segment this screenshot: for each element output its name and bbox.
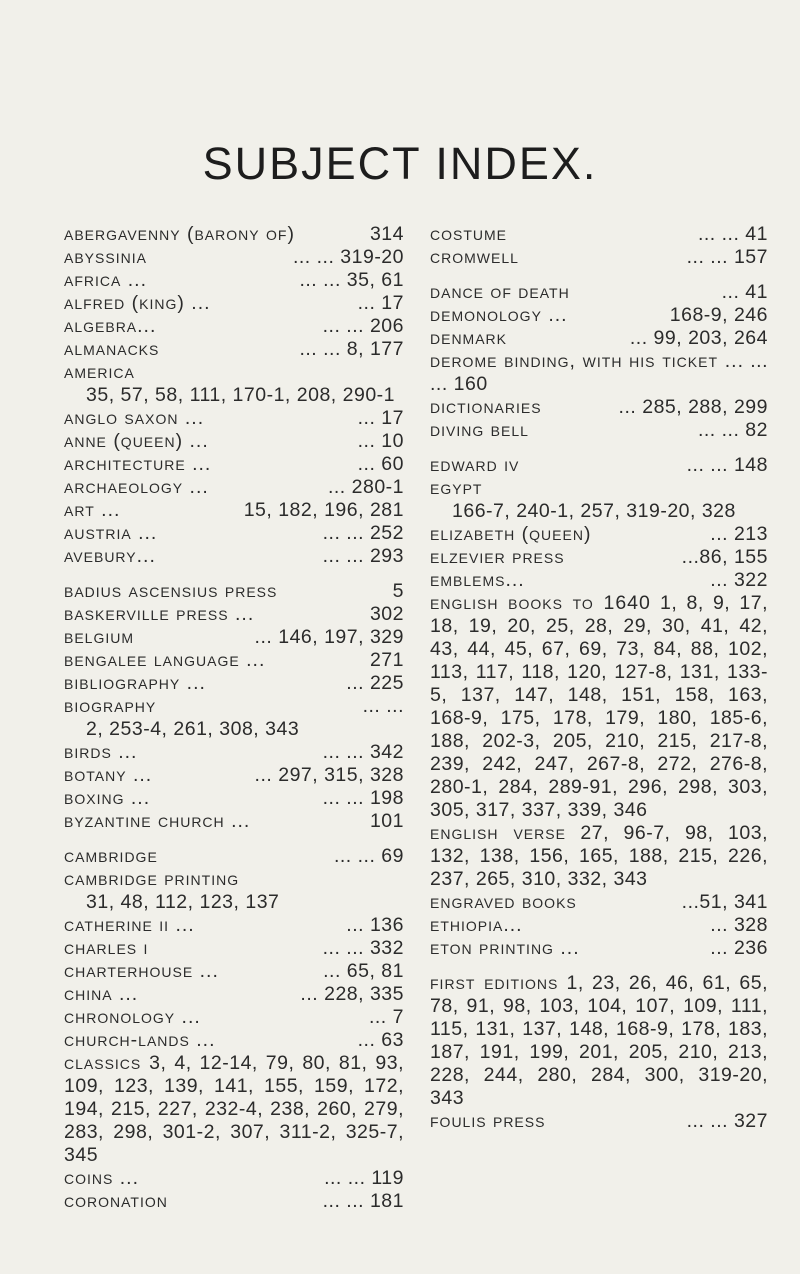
index-term: derome binding, with his ticket ... (430, 350, 745, 372)
index-term: eton printing ... (430, 937, 580, 959)
index-term: diving bell (430, 419, 529, 441)
index-term: archaeology ... (64, 476, 209, 498)
index-pages: ... 17 (357, 292, 404, 314)
index-entry (64, 891, 404, 914)
index-term: classics (64, 1052, 142, 1074)
index-term: cromwell (430, 246, 519, 268)
index-entry (64, 407, 404, 430)
index-entry (64, 315, 404, 338)
index-pages: ... ... 41 (697, 223, 768, 245)
index-entry (64, 626, 404, 649)
index-pages: ... 63 (357, 1029, 404, 1051)
index-pages: 1, 23, 26, 46, 61, 65, 78, 91, 98, 103, 104, 107, 109, 111, 115, 131, 137, 148, 168-9, 178, 183, 187, 191, 199, 201, 205, 210, 213, 228, 244, 280, 284, 300, 319-20, 343 (430, 972, 768, 1109)
index-pages: ... 99, 203, 264 (629, 327, 768, 349)
index-entry (64, 476, 404, 499)
index-entry (64, 522, 404, 545)
index-entry (430, 304, 768, 327)
index-pages: ... ... 293 (322, 545, 404, 567)
index-pages: 35, 57, 58, 111, 170-1, 208, 290-1 (86, 384, 396, 406)
index-pages: ... 225 (346, 672, 404, 694)
index-term: elzevier press (430, 546, 565, 568)
index-pages: ... 328 (710, 914, 768, 936)
index-pages: ... 146, 197, 329 (254, 626, 404, 648)
index-term: alfred (king) ... (64, 292, 211, 314)
index-entry (64, 1190, 404, 1213)
index-pages: ... ... 157 (686, 246, 768, 268)
index-entry (64, 453, 404, 476)
index-term: demonology ... (430, 304, 568, 326)
index-entry (430, 972, 768, 1110)
index-entry (430, 477, 768, 500)
index-entry (64, 1052, 404, 1167)
index-entry (430, 914, 768, 937)
index-entry (430, 223, 768, 246)
index-term: charterhouse ... (64, 960, 219, 982)
index-term: denmark (430, 327, 508, 349)
index-entry (64, 718, 404, 741)
index-entry (64, 580, 404, 603)
index-entry (64, 269, 404, 292)
page-title: SUBJECT INDEX. (202, 138, 598, 189)
index-entry (64, 1006, 404, 1029)
index-entry (430, 822, 768, 891)
index-term: abyssinia (64, 246, 147, 268)
index-term: cambridge printing (64, 868, 240, 890)
index-term: algebra... (64, 315, 157, 337)
index-pages: ... 213 (710, 523, 768, 545)
index-entry (64, 937, 404, 960)
index-pages: ... ... 181 (322, 1190, 404, 1212)
index-pages: ... 60 (357, 453, 404, 475)
index-term: emblems... (430, 569, 525, 591)
index-entry (430, 1110, 768, 1133)
index-pages: 168-9, 246 (669, 304, 768, 326)
index-pages: ... ... 198 (322, 787, 404, 809)
index-pages: ... ... 8, 177 (299, 338, 404, 360)
index-term: dance of death (430, 281, 570, 303)
index-entry (430, 246, 768, 269)
index-pages: 3, 4, 12-14, 79, 80, 81, 93, 109, 123, 139, 141, 155, 159, 172, 194, 215, 227, 232-4, 238, 260, 279, 283, 298, 301-2, 307, 311-2, 325-7, 345 (64, 1052, 404, 1166)
index-pages: ... 322 (710, 569, 768, 591)
index-term: chronology ... (64, 1006, 201, 1028)
index-entry (430, 592, 768, 822)
index-pages: ... ... 69 (333, 845, 404, 867)
index-term: costume (430, 223, 507, 245)
index-term: english verse (430, 822, 566, 844)
index-pages: ... 7 (368, 1006, 404, 1028)
index-term: art ... (64, 499, 121, 521)
index-entry (430, 350, 768, 396)
index-pages: ... ... 252 (322, 522, 404, 544)
index-pages: ... ... 206 (322, 315, 404, 337)
index-pages: ... ... 82 (697, 419, 768, 441)
index-entry (64, 499, 404, 522)
index-term: africa ... (64, 269, 148, 291)
index-pages: 31, 48, 112, 123, 137 (86, 891, 280, 913)
index-pages: ... 65, 81 (323, 960, 404, 982)
index-term: church-lands ... (64, 1029, 216, 1051)
index-entry (430, 523, 768, 546)
index-term: almanacks (64, 338, 160, 360)
index-term: charles i (64, 937, 149, 959)
index-term: byzantine church ... (64, 810, 251, 832)
index-pages: 27, 96-7, 98, 103, 132, 138, 156, 165, 188, 215, 226, 237, 265, 310, 332, 343 (430, 822, 768, 890)
index-entry (64, 983, 404, 1006)
index-entry (430, 546, 768, 569)
index-entry (64, 868, 404, 891)
index-term: america (64, 361, 135, 383)
index-term: biography (64, 695, 157, 717)
index-term: engraved books (430, 891, 577, 913)
index-entry (64, 361, 404, 384)
index-entry (64, 741, 404, 764)
index-entry (64, 384, 404, 407)
index-pages: ... 285, 288, 299 (618, 396, 768, 418)
index-pages: ... 10 (357, 430, 404, 452)
index-pages: 15, 182, 196, 281 (243, 499, 404, 521)
index-term: birds ... (64, 741, 138, 763)
index-term: coronation (64, 1190, 168, 1212)
index-pages: ... ... 160 (430, 350, 769, 395)
index-entry (64, 914, 404, 937)
index-term: botany ... (64, 764, 153, 786)
index-pages: ...86, 155 (681, 546, 768, 568)
index-entry (430, 891, 768, 914)
index-entry (64, 246, 404, 269)
index-term: avebury... (64, 545, 156, 567)
index-term: catherine ii ... (64, 914, 195, 936)
index-term: anglo saxon ... (64, 407, 205, 429)
index-entry (64, 430, 404, 453)
index-entry (64, 1167, 404, 1190)
index-entry (64, 672, 404, 695)
index-term: baskerville press ... (64, 603, 255, 625)
index-term: china ... (64, 983, 139, 1005)
index-term: foulis press (430, 1110, 546, 1132)
index-pages: ... ... (362, 695, 404, 717)
index-pages: 5 (392, 580, 404, 602)
index-term: ethiopia... (430, 914, 523, 936)
index-term: cambridge (64, 845, 158, 867)
index-entry (430, 327, 768, 350)
index-entry (430, 569, 768, 592)
index-pages: ... ... 332 (322, 937, 404, 959)
index-entry (64, 545, 404, 568)
index-term: dictionaries (430, 396, 542, 418)
index-entry (64, 223, 404, 246)
index-entry (64, 292, 404, 315)
index-entry (430, 500, 768, 523)
index-pages: 314 (369, 223, 404, 245)
index-entry (64, 338, 404, 361)
index-entry (430, 454, 768, 477)
index-pages: 302 (369, 603, 404, 625)
index-pages: ... 17 (357, 407, 404, 429)
index-term: edward iv (430, 454, 520, 476)
index-pages: ...51, 341 (681, 891, 768, 913)
index-entry (64, 810, 404, 833)
index-entry (64, 787, 404, 810)
index-entry (430, 937, 768, 960)
index-entry (430, 419, 768, 442)
index-term: elizabeth (queen) (430, 523, 592, 545)
index-entry (64, 603, 404, 626)
index-entry (64, 649, 404, 672)
index-pages: 2, 253-4, 261, 308, 343 (86, 718, 300, 740)
index-term: badius ascensius press (64, 580, 278, 602)
index-pages: ... 297, 315, 328 (254, 764, 404, 786)
index-term: austria ... (64, 522, 158, 544)
index-pages: 1, 8, 9, 17, 18, 19, 20, 25, 28, 29, 30, 41, 42, 43, 44, 45, 67, 69, 73, 84, 88, 102, 113, 117, 118, 120, 127-8, 131, 133-5, 137, 147, 148, 151, 158, 163, 168-9, 175, 178, 179, 180, 185-6, 188, 202-3, 205, 210, 215, 217-8, 239, 242, 247, 267-8, 272, 276-8, 280-1, 284, 289-91, 296, 298, 303, 305, 317, 337, 339, 346 (430, 592, 768, 821)
index-entry (64, 764, 404, 787)
index-term: bengalee language ... (64, 649, 266, 671)
index-term: abergavenny (barony of) (64, 223, 295, 245)
index-term: boxing ... (64, 787, 151, 809)
index-pages: 101 (369, 810, 404, 832)
index-entry (430, 396, 768, 419)
index-pages: ... 228, 335 (300, 983, 404, 1005)
index-pages: ... ... 327 (686, 1110, 768, 1132)
index-term: bibliography ... (64, 672, 206, 694)
index-term: first editions (430, 972, 559, 994)
index-column-right (430, 223, 768, 1133)
index-pages: ... ... 35, 61 (299, 269, 404, 291)
index-pages: 166-7, 240-1, 257, 319-20, 328 (452, 500, 736, 522)
index-entry (64, 845, 404, 868)
index-pages: ... ... 319-20 (292, 246, 404, 268)
index-pages: ... ... 119 (324, 1167, 404, 1189)
index-entry (64, 960, 404, 983)
index-pages: ... ... 148 (686, 454, 768, 476)
index-pages: ... 136 (346, 914, 404, 936)
index-entry (64, 695, 404, 718)
index-entry (64, 1029, 404, 1052)
index-pages: ... 41 (721, 281, 768, 303)
index-term: egypt (430, 477, 483, 499)
index-term: belgium (64, 626, 135, 648)
index-term: english books to 1640 (430, 592, 651, 614)
index-pages: ... 280-1 (327, 476, 404, 498)
index-pages: ... ... 342 (322, 741, 404, 763)
index-entry (430, 281, 768, 304)
index-pages: ... 236 (710, 937, 768, 959)
index-pages: 271 (369, 649, 404, 671)
index-term: anne (queen) ... (64, 430, 209, 452)
index-term: architecture ... (64, 453, 212, 475)
index-column-left (64, 223, 404, 1213)
index-term: coins ... (64, 1167, 140, 1189)
